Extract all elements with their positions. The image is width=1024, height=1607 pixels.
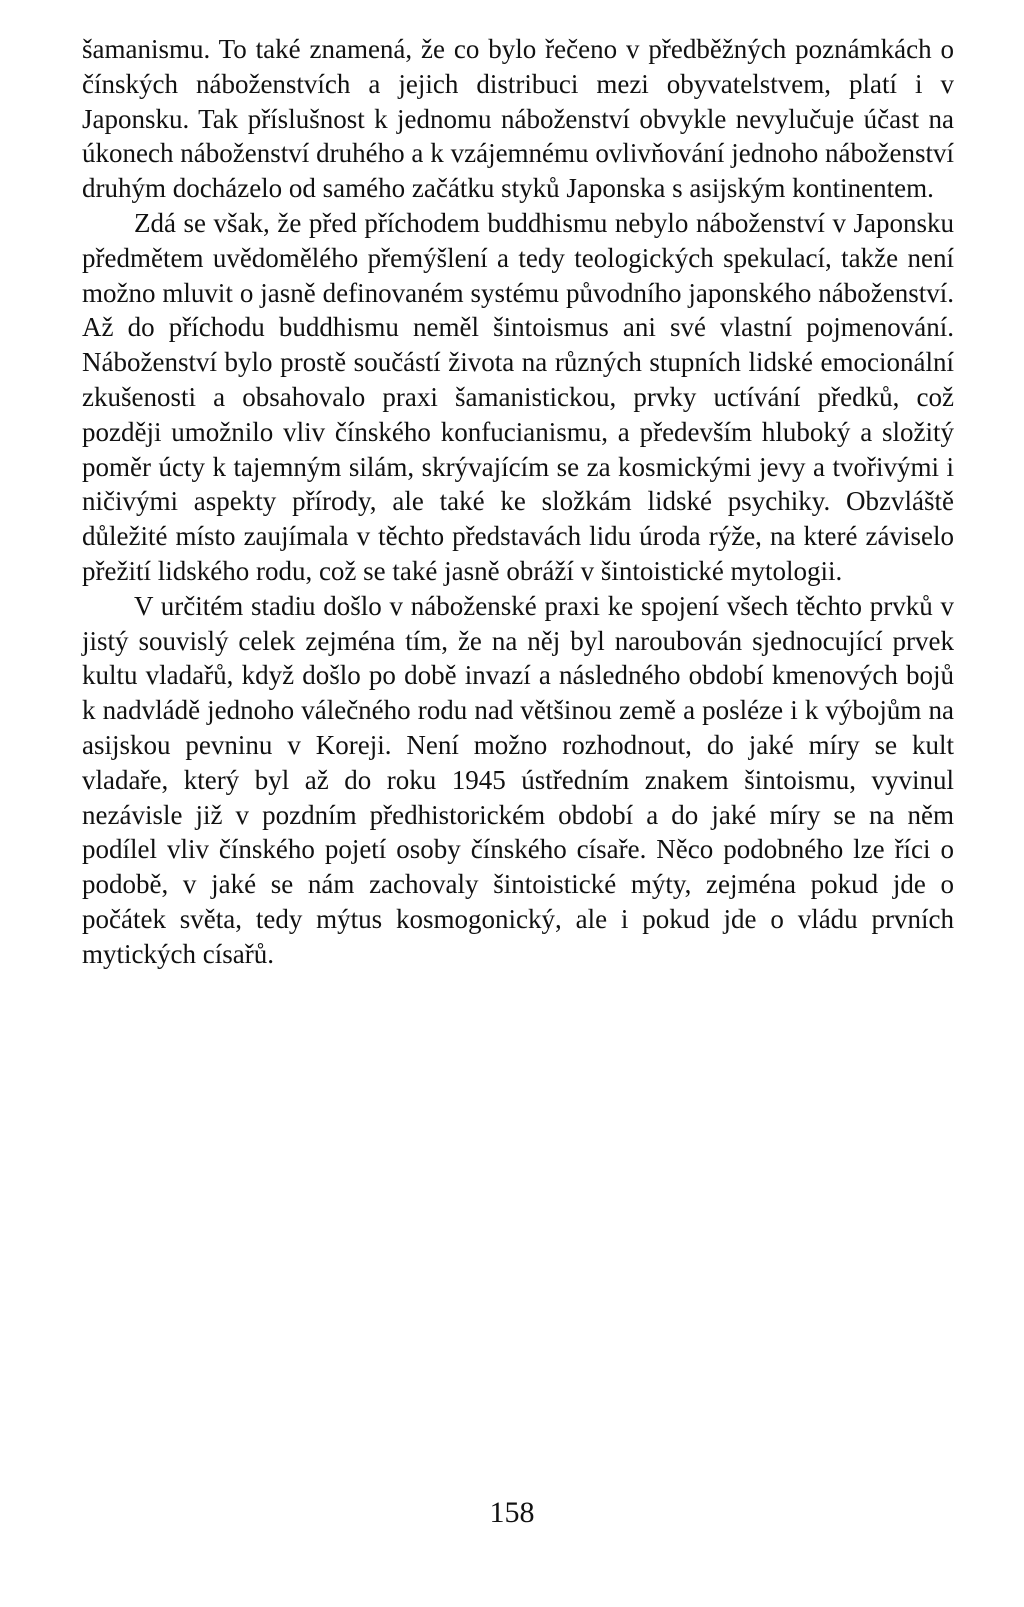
body-text	[82, 32, 954, 972]
page-number: 158	[489, 1496, 535, 1529]
paragraph-shinto-origins: Zdá se však, že před příchodem buddhismu nebylo náboženství v Japonsku předmětem uvědomělého přemýšlení a tedy teologických spekulací, takže není možno mluvit o jasně definovaném systému původního japonského náboženství. Až do příchodu buddhismu neměl šintoismus ani své vlastní pojmenování. Náboženství bylo prostě součástí života na různých stupních lidské emocionální zkušenosti a obsahovalo praxi šamanistickou, prvky uctívání předků, což později umožnilo vliv čínského konfucianismu, a především hluboký a složitý poměr úcty k tajemným silám, skrývajícím se za kosmickými jevy a tvořivými i ničivými aspekty přírody, ale také ke složkám lidské psychiky. Obzvláště důležité místo zaujímala v těchto představách lidu úroda rýže, na které záviselo přežití lidského rodu, což se také jasně obráží v šintoistické mytologii.	[82, 207, 954, 586]
paragraph-ruler-cult: V určitém stadiu došlo v náboženské praxi ke spojení všech těchto prvků v jistý souvislý celek zejména tím, že na něj byl naroubován sjednocující prvek kultu vladařů, když došlo po době invazí a následného období kmenových bojů k nadvládě jednoho válečného rodu nad většinou země a posléze i k výbojům na asijskou pevninu v Koreji. Není možno rozhodnout, do jaké míry se kult vladaře, který byl až do roku 1945 ústředním znakem šintoismu, vyvinul nezávisle již v pozdním předhistorickém období a do jaké míry se na něm podílel vliv čínského pojetí osoby čínského císaře. Něco podobného lze říci o podobě, v jaké se nám zachovaly šintoistické mýty, zejména pokud jde o počátek světa, tedy mýtus kosmogonický, ale i pokud jde o vládu prvních mytických císařů.	[82, 590, 954, 969]
paragraph-continuation: šamanismu. To také znamená, že co bylo řečeno v předběžných poznámkách o čínských náboženstvích a jejich distribuci mezi obyvatelstvem, platí i v Japonsku. Tak příslušnost k jednomu náboženství obvykle nevylučuje účast na úkonech náboženství druhého a k vzájemnému ovlivňování jednoho náboženství druhým docházelo od samého začátku styků Japonska s asijským kontinentem.	[82, 34, 954, 204]
